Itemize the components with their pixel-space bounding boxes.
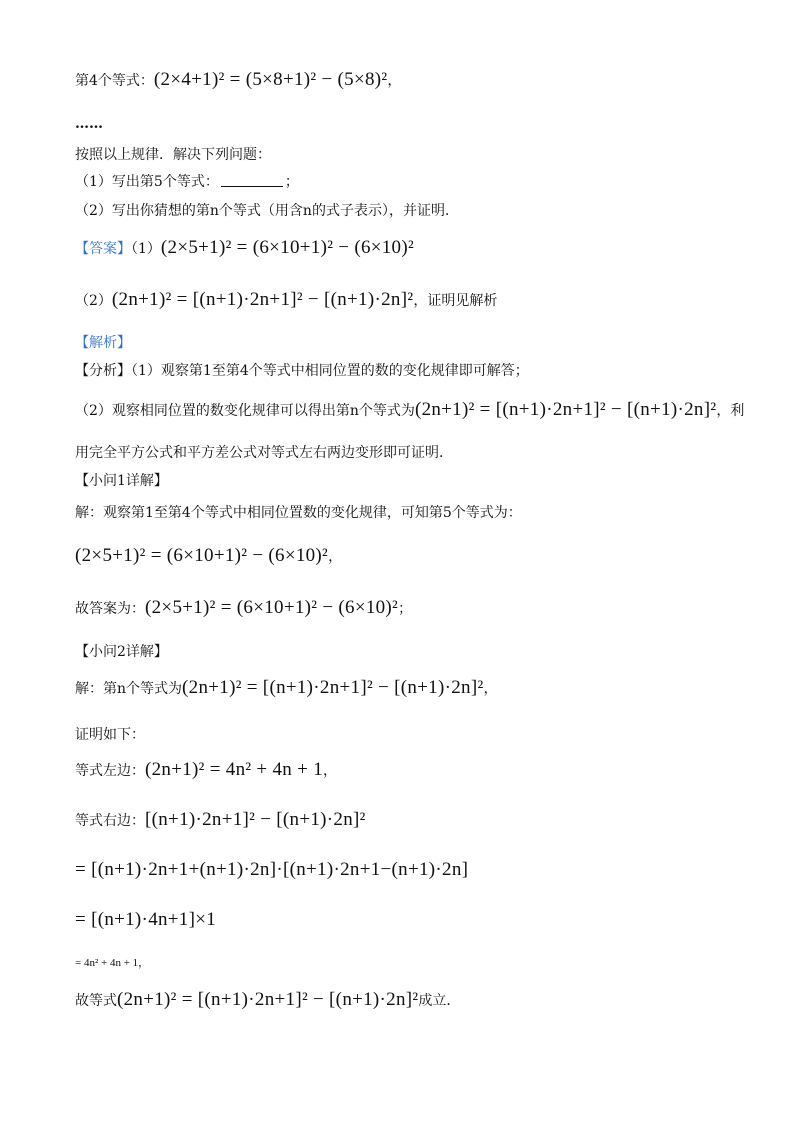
conclusion-math: (2n+1)² = [(n+1)·2n+1]² − [(n+1)·2n]² [117, 989, 419, 1010]
proof-step-3-math: = 4n² + 4n + 1 [75, 957, 139, 969]
question-1-tail: ； [284, 174, 299, 190]
part-1-answer [75, 598, 412, 619]
part-2-math: (2n+1)² = [(n+1)·2n+1]² − [(n+1)·2n]² [182, 677, 484, 698]
right-side-math: [(n+1)·2n+1]² − [(n+1)·2n]² [145, 809, 366, 830]
answer-2-math: (2n+1)² = [(n+1)·2n+1]² − [(n+1)·2n]² [111, 289, 414, 310]
analysis-tag: 【解析】 [75, 335, 131, 351]
conclusion-label: 故等式 [75, 993, 117, 1009]
proof-step-3 [75, 952, 149, 973]
part-2-heading: 【小问2详解】 [75, 644, 168, 660]
part-1-answer-math: (2×5+1)² = (6×10+1)² − (6×10)² [145, 597, 399, 618]
fenxi-line-1 [75, 361, 529, 381]
question-1-text: （1）写出第5个等式： [75, 174, 219, 190]
instruction: 按照以上规律．解决下列问题： [75, 147, 271, 163]
fenxi-text: （1）观察第1至第4个等式中相同位置的数的变化规律即可解答； [131, 363, 529, 379]
right-side-label: 等式右边： [75, 813, 145, 829]
conclusion [75, 990, 460, 1011]
right-side [75, 810, 366, 831]
fenxi-line-3: 用完全平方公式和平方差公式对等式左右两边变形即可证明． [75, 445, 453, 461]
comma: ， [483, 681, 498, 697]
answer-2-label: （2） [75, 293, 112, 309]
comma: ， [328, 549, 343, 565]
part-2-label: 解：第n个等式为 [75, 681, 183, 697]
proof-step-2: = [(n+1)·4n+1]×1 [75, 909, 217, 930]
part-1-text: 解：观察第1至第4个等式中相同位置数的变化规律，可知第5个等式为： [75, 505, 522, 521]
part-1-answer-label: 故答案为： [75, 601, 145, 617]
fenxi2-math: (2n+1)² = [(n+1)·2n+1]² − [(n+1)·2n]² [414, 399, 717, 420]
part-1-heading: 【小问1详解】 [75, 473, 168, 489]
part-1-answer-tail: ； [398, 601, 413, 617]
ellipsis: …… [75, 116, 103, 132]
fenxi2-tail: ，利 [716, 403, 745, 419]
fenxi2-text: （2）观察相同位置的数变化规律可以得出第n个等式为 [75, 403, 415, 419]
part-1-equation [75, 546, 342, 567]
fenxi-label: 【分析】 [75, 363, 131, 379]
comma: ， [387, 73, 402, 89]
answer-1-label: （1） [131, 241, 161, 257]
comma: ， [323, 763, 338, 779]
comma: ， [138, 956, 150, 969]
proof-intro: 证明如下： [75, 727, 145, 743]
left-side-math: (2n+1)² = 4n² + 4n + 1 [145, 759, 324, 780]
part-1-math: (2×5+1)² = (6×10+1)² − (6×10)² [75, 545, 329, 566]
fenxi-line-2 [75, 400, 744, 421]
answer-2-note: ，证明见解析 [413, 293, 498, 309]
question-1 [75, 172, 299, 192]
question-2: （2）写出你猜想的第n个等式（用含n的式子表示），并证明． [75, 203, 459, 219]
left-side-label: 等式左边： [75, 763, 145, 779]
answer-blank [221, 172, 283, 187]
equation-4-line [75, 70, 401, 91]
proof-step-1: = [(n+1)·2n+1+(n+1)·2n]·[(n+1)·2n+1−(n+1)·2n] [75, 859, 469, 880]
answer-1-math: (2×5+1)² = (6×10+1)² − (6×10)² [160, 237, 414, 258]
equation-4-math: (2×4+1)² = (5×8+1)² − (5×8)² [153, 69, 388, 90]
answer-tag: 【答案】 [75, 241, 131, 257]
part-2-text [75, 678, 497, 699]
answer-line-1 [75, 238, 414, 259]
left-side [75, 760, 337, 781]
conclusion-tail: 成立． [418, 993, 461, 1009]
equation-4-label: 第4个等式： [75, 73, 154, 89]
answer-line-2 [75, 290, 497, 311]
